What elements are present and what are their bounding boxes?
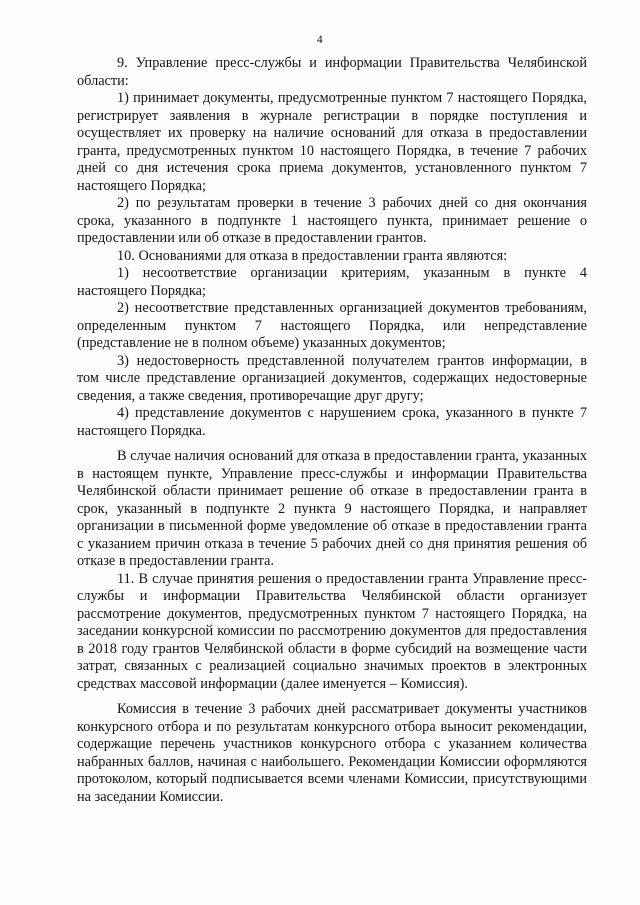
paragraph-9-item-1: 1) принимает документы, предусмотренные пунктом 7 настоящего Порядка, регистрирует заявления в журнале регистрации в порядке поступления и осуществляет их проверку на наличие оснований для отказа в предоставлении гранта, предусмотренных пунктом 10 настоящего Порядка, в течение 7 рабочих дней со дня истечения срока приема документов, установленного пунктом 7 настоящего Порядка;: [77, 90, 587, 194]
paragraph-10-item-3: 3) недостоверность представленной получателем грантов информации, в том числе представление организацией документов, содержащих недостоверные сведения, а также сведения, противоречащие друг другу;: [77, 352, 587, 404]
document-body: [77, 55, 587, 806]
page-number: 4: [316, 34, 324, 46]
paragraph-10-item-4: 4) представление документов с нарушением срока, указанного в пункте 7 настоящего Порядка.: [77, 405, 587, 439]
paragraph-commission: Комиссия в течение 3 рабочих дней рассматривает документы участников конкурсного отбора и по результатам конкурсного отбора выносит рекомендации, содержащие перечень участников конкурсного отбора с указанием количества набранных баллов, начиная с наибольшего. Рекомендации Комиссии оформляются протоколом, который подписывается всеми членами Комиссии, присутствующими на заседании Комиссии.: [77, 701, 587, 805]
paragraph-9-item-2: 2) по результатам проверки в течение 3 рабочих дней со дня окончания срока, указанного в подпункте 1 настоящего пункта, принимает решение о предоставлении или об отказе в предоставлении грантов.: [77, 195, 587, 246]
paragraph-9-heading: 9. Управление пресс-службы и информации Правительства Челябинской области:: [77, 55, 587, 89]
paragraph-11: 11. В случае принятия решения о предоставлении гранта Управление пресс-службы и информации Правительства Челябинской области организует рассмотрение документов, предусмотренных пунктом 7 настоящего Порядка, на заседании конкурсной комиссии по рассмотрению документов для предоставления в 2018 году грантов Челябинской области в форме субсидий на возмещение части затрат, связанных с реализацией социально значимых проектов в электронных средствах массовой информации (далее именуется – Комиссия).: [77, 570, 587, 692]
paragraph-10-refusal: В случае наличия оснований для отказа в предоставлении гранта, указанных в настоящем пункте, Управление пресс-службы и информации Правительства Челябинской области принимает решение об отказе в предоставлении гранта в срок, указанный в подпункте 2 пункта 9 настоящего Порядка, и направляет организации в письменной форме уведомление об отказе в предоставлении гранта с указанием причин отказа в течение 5 рабочих дней со дня принятия решения об отказе в предоставлении гранта.: [77, 448, 587, 569]
paragraph-10-heading: 10. Основаниями для отказа в предоставлении гранта являются:: [117, 247, 508, 264]
paragraph-10-item-1: 1) несоответствие организации критериям, указанным в пункте 4 настоящего Порядка;: [77, 265, 587, 299]
paragraph-10-item-2: 2) несоответствие представленных организацией документов требованиям, определенным пунктом 7 настоящего Порядка, или непредставление (представление не в полном объеме) указанных документов;: [77, 300, 587, 351]
